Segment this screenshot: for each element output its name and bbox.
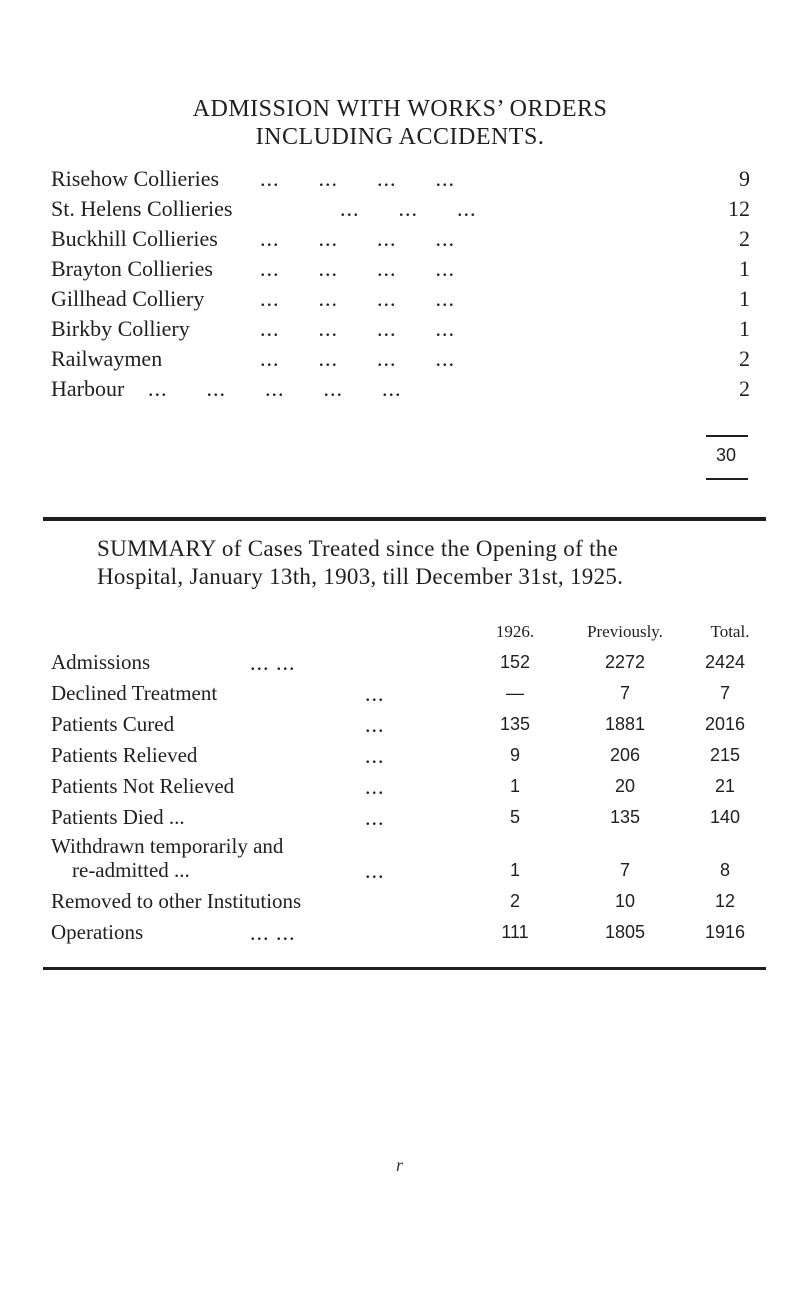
summary-cell-year: 2 <box>509 891 520 911</box>
summary-cell-previously: 206 <box>609 745 641 765</box>
summary-cell-year: — <box>506 683 524 703</box>
column-header-1926: 1926. <box>495 622 535 641</box>
leader-dots: ... ... ... ... <box>260 226 455 251</box>
summary-row-label: Patients Cured <box>51 712 175 736</box>
leader-dots: ... <box>365 743 385 768</box>
leader-dots: ... ... ... ... ... <box>148 376 402 401</box>
summary-cell-previously: 7 <box>619 683 630 703</box>
leader-dots: ... ... ... ... <box>260 166 455 191</box>
summary-cell-total: 215 <box>709 745 741 765</box>
summary-cell-previously: 10 <box>614 891 636 911</box>
section-divider <box>43 517 766 521</box>
admission-count: 2 <box>739 376 750 401</box>
admission-name: Birkby Colliery <box>51 316 190 341</box>
leader-dots: ... ... <box>250 650 296 675</box>
leader-dots: ... ... ... ... <box>260 286 455 311</box>
total-bottom-rule <box>706 478 748 480</box>
admission-count: 1 <box>739 256 750 281</box>
summary-row-label: Patients Died ... <box>51 805 185 829</box>
summary-cell-total: 7 <box>719 683 730 703</box>
leader-dots: ... ... ... ... <box>260 256 455 281</box>
leader-dots: ... ... ... ... <box>260 316 455 341</box>
page-title-line1: ADMISSION WITH WORKS’ ORDERS <box>192 96 608 122</box>
admission-name: Railwaymen <box>51 346 163 371</box>
admission-count: 9 <box>739 166 750 191</box>
admission-name: Gillhead Colliery <box>51 286 205 311</box>
summary-cell-total: 12 <box>714 891 736 911</box>
summary-cell-year: 1 <box>509 860 520 880</box>
summary-row-label: Patients Not Relieved <box>51 774 235 798</box>
leader-dots: ... <box>365 774 385 799</box>
admission-name: Buckhill Collieries <box>51 226 218 251</box>
leader-dots: ... <box>365 681 385 706</box>
admission-name: Brayton Collieries <box>51 256 213 281</box>
summary-cell-previously: 1805 <box>604 922 646 942</box>
summary-cell-total: 140 <box>709 807 741 827</box>
summary-cell-previously: 2272 <box>604 652 646 672</box>
admission-name: Risehow Collieries <box>51 166 220 191</box>
admission-count: 2 <box>739 346 750 371</box>
column-header-previously: Previously. <box>587 622 663 641</box>
summary-row-label: Patients Relieved <box>51 743 198 767</box>
column-header-total: Total. <box>710 622 750 641</box>
admissions-total: 30 <box>716 445 737 465</box>
summary-cell-previously: 20 <box>614 776 636 796</box>
summary-cell-total: 2016 <box>704 714 746 734</box>
summary-cell-total: 2424 <box>704 652 746 672</box>
leader-dots: ... ... <box>250 920 296 945</box>
summary-row-label: Withdrawn temporarily and <box>51 834 284 858</box>
bottom-divider <box>43 967 766 970</box>
admission-count: 1 <box>739 286 750 311</box>
admission-name: St. Helens Collieries <box>51 196 233 221</box>
admission-count: 2 <box>739 226 750 251</box>
summary-cell-previously: 135 <box>609 807 641 827</box>
leader-dots: ... <box>365 712 385 737</box>
summary-row-label-continued: re-admitted ... <box>72 858 190 882</box>
admission-count: 1 <box>739 316 750 341</box>
summary-row-label: Admissions <box>51 650 151 674</box>
summary-cell-year: 5 <box>509 807 520 827</box>
leader-dots: ... ... ... ... <box>260 346 455 371</box>
leader-dots: ... <box>365 858 385 883</box>
summary-title-line1: SUMMARY of Cases Treated since the Opening of the <box>97 536 619 561</box>
summary-cell-year: 135 <box>499 714 531 734</box>
summary-cell-year: 9 <box>509 745 520 765</box>
summary-row-label: Operations <box>51 920 144 944</box>
summary-row-label: Declined Treatment <box>51 681 218 705</box>
admission-name: Harbour <box>51 376 125 401</box>
page-mark: r <box>396 1155 404 1175</box>
summary-cell-total: 1916 <box>704 922 746 942</box>
summary-cell-year: 1 <box>509 776 520 796</box>
summary-cell-year: 152 <box>499 652 531 672</box>
summary-cell-total: 21 <box>714 776 736 796</box>
leader-dots: ... <box>365 805 385 830</box>
total-top-rule <box>706 435 748 437</box>
summary-cell-total: 8 <box>719 860 730 880</box>
summary-cell-previously: 1881 <box>604 714 646 734</box>
summary-title-line2: Hospital, January 13th, 1903, till December 31st, 1925. <box>97 564 624 589</box>
summary-row-label: Removed to other Institutions <box>51 889 302 913</box>
summary-cell-year: 111 <box>501 922 529 942</box>
leader-dots: ... ... ... <box>340 196 477 221</box>
admission-count: 12 <box>728 196 750 221</box>
summary-cell-previously: 7 <box>619 860 630 880</box>
page-title-line2: INCLUDING ACCIDENTS. <box>255 124 545 150</box>
